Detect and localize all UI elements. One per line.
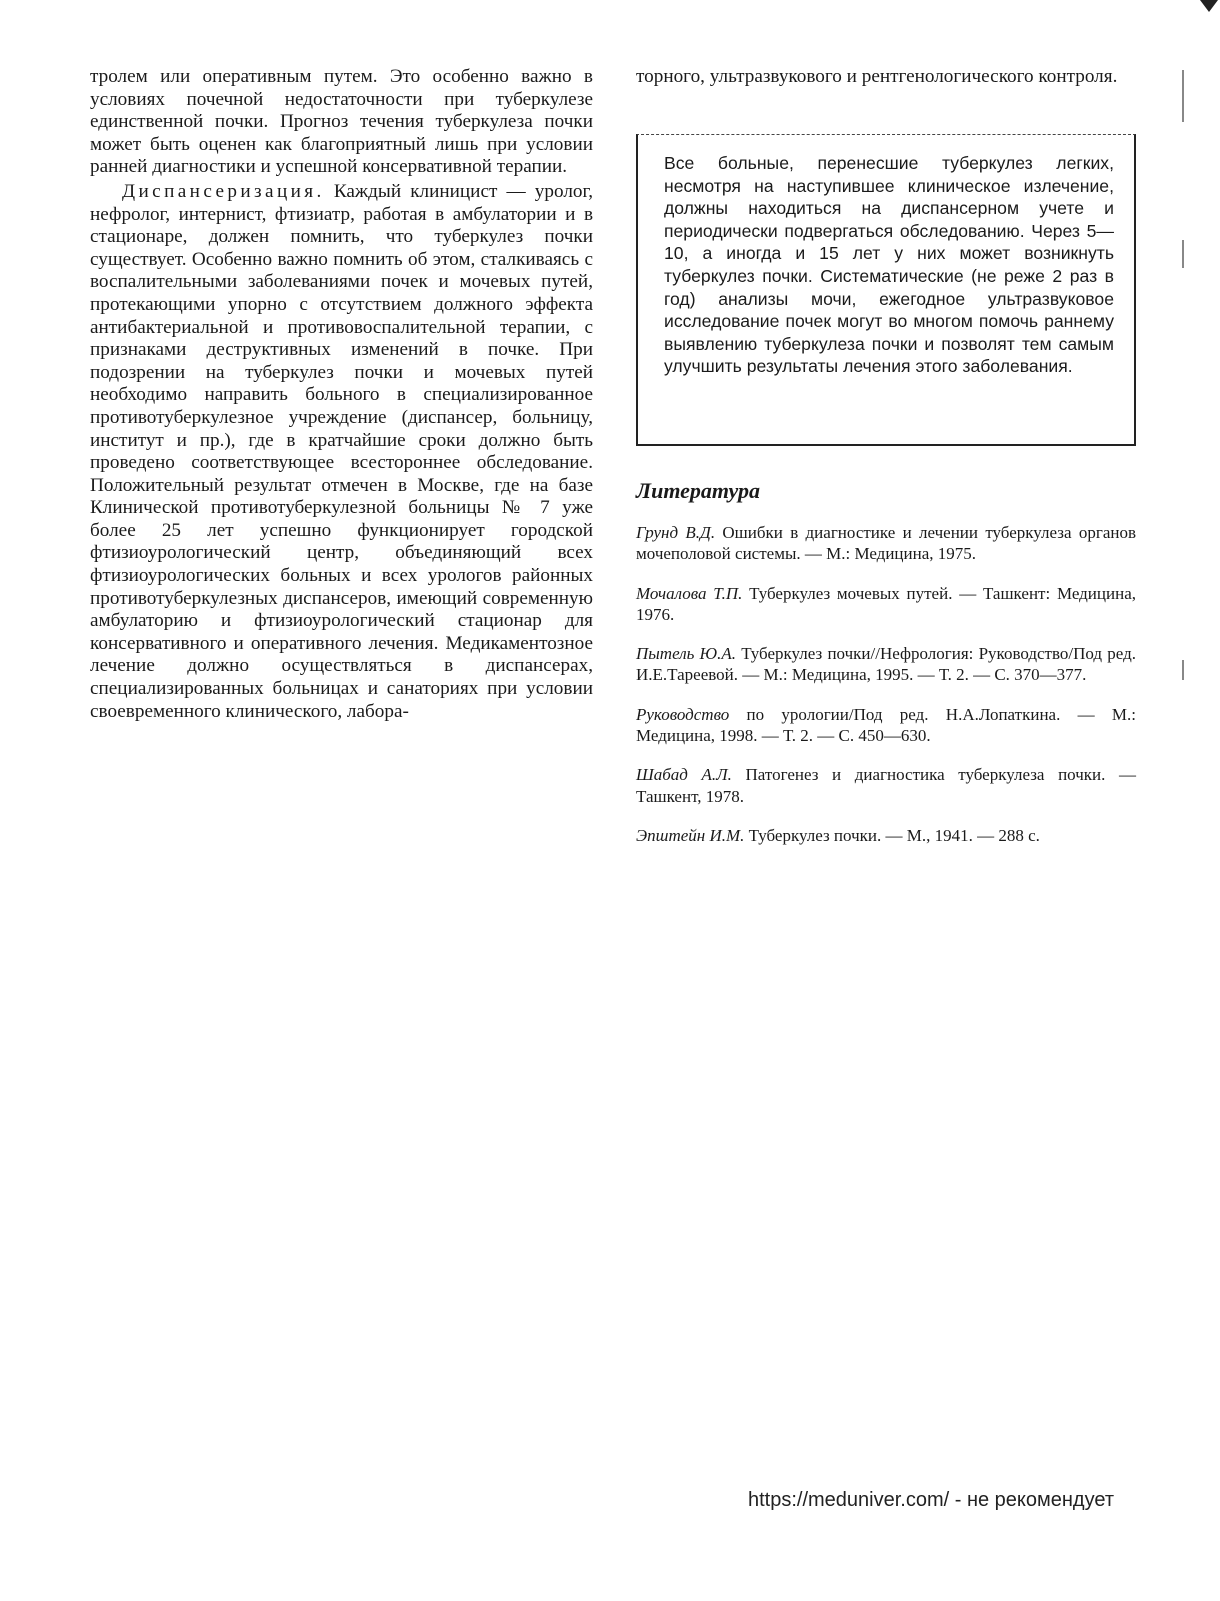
footer-watermark: https://meduniver.com/ - не рекомендует <box>747 1489 1114 1511</box>
right-paragraph-1: торного, ультразвукового и рентгенологического контроля. <box>636 66 1118 87</box>
scan-margin-mark <box>1182 660 1184 680</box>
right-column <box>636 66 1136 89</box>
reference-item: Мочалова Т.П. Туберкулез мочевых путей. — Ташкент: Медицина, 1976. <box>636 583 1136 624</box>
section-heading-dispensarization: Диспансеризация. <box>122 180 325 202</box>
left-paragraph-2 <box>90 181 593 723</box>
scan-margin-mark <box>1182 70 1184 122</box>
left-paragraph-2-body: Каждый клиницист — уролог, нефролог, интернист, фтизиатр, работая в амбулатории и в стационаре, должен помнить, что туберкулез почки существует. Особенно важно помнить об этом, сталкиваясь с воспалительными заболеваниями почек и мочевых путей, протекающими упорно с отсутствием должного эффекта антибактериальной и противовоспалительной терапии, с признаками деструктивных изменений в почке. При подозрении на туберкулез почки и мочевых путей необходимо направить больного в специализированное противотуберкулезное учреждение (диспансер, больницу, институт и пр.), где в кратчайшие сроки должно быть проведено соответствующее всестороннее обследование. Положительный результат отмечен в Москве, где на базе Клинической противотуберкулезной больницы № 7 уже более 25 лет успешно функционирует городской фтизиоурологический центр, объединяющий всех фтизиоурологических больных и всех урологов районных противотуберкулезных диспансеров, имеющий современную амбулаторию и фтизиоурологический стационар для консервативного и оперативного лечения. Медикаментозное лечение должно осуществляться в диспансерах, специализированных больницах и санаториях при условии своевременного клинического, лабора- <box>90 180 593 722</box>
reference-item: Руководство по урологии/Под ред. Н.А.Лопаткина. — М.: Медицина, 1998. — Т. 2. — С. 450—630. <box>636 704 1137 746</box>
reference-item: Эпштейн И.М. Туберкулез почки. — М., 1941. — 288 с. <box>636 825 1040 845</box>
highlight-box <box>636 134 1136 446</box>
page-corner-arrow-icon <box>1200 0 1218 12</box>
scan-margin-mark <box>1182 240 1184 268</box>
reference-item: Грунд В.Д. Ошибки в диагностике и лечении туберкулеза органов мочеполовой системы. — М.: Медицина, 1975. <box>636 523 1136 564</box>
left-paragraph-1: тролем или оперативным путем. Это особенно важно в условиях почечной недостаточности при туберкулезе единственной почки. Прогноз течения туберкулеза почки может быть оценен как благоприятный лишь при условии ранней диагностики и успешной консервативной терапии. <box>90 66 593 178</box>
references-title: Литература <box>636 478 760 503</box>
highlight-box-text: Все больные, перенесшие туберкулез легких, несмотря на наступившее клиническое излечение, должны находиться на диспансерном учете и периодически подвергаться обследованию. Через 5—10, а иногда и 15 лет у них может возникнуть туберкулез почки. Систематические (не реже 2 раз в год) анализы мочи, ежегодное ультразвуковое исследование почек могут во многом помочь раннему выявлению туберкулеза почки и позволят тем самым улучшить результаты лечения этого заболевания. <box>664 153 1114 377</box>
reference-item: Шабад А.Л. Патогенез и диагностика туберкулеза почки. — Ташкент, 1978. <box>636 765 1136 806</box>
references-list <box>636 522 1136 864</box>
left-column <box>90 66 593 723</box>
reference-item: Пытель Ю.А. Туберкулез почки//Нефрология: Руководство/Под ред. И.Е.Тареевой. — М.: Медицина, 1995. — Т. 2. — С. 370—377. <box>636 644 1136 685</box>
